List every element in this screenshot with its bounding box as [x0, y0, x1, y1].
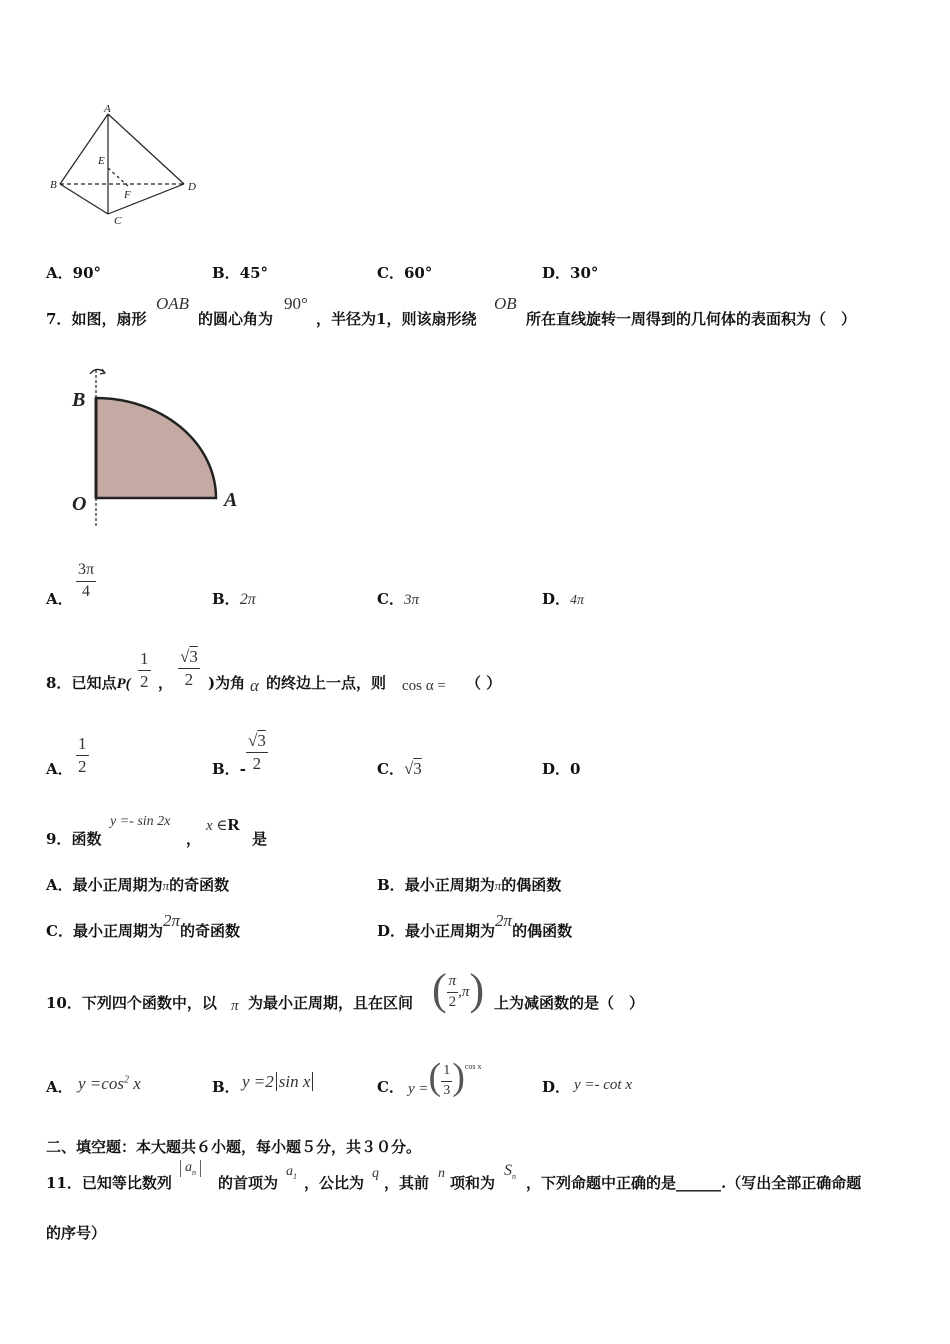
option-label: B．: [212, 760, 240, 778]
option-label: A．: [46, 1078, 73, 1096]
label-a: A: [104, 103, 111, 115]
edge-cd: [108, 184, 184, 214]
numerator: √3: [178, 648, 200, 669]
denominator: 2: [252, 753, 262, 773]
option-label: B．: [212, 590, 240, 608]
fraction: [441, 1064, 452, 1098]
q6-option-d[interactable]: [542, 262, 598, 283]
q10-option-a-math: [78, 1074, 141, 1094]
option-pre: 最小正周期为: [405, 922, 496, 940]
tetrahedron-figure: [46, 100, 216, 230]
q9-option-a[interactable]: [46, 874, 229, 895]
q7-text-1: 如图，扇形: [71, 310, 147, 328]
q10-option-d-math: y =- cot x: [574, 1077, 633, 1093]
denominator: 2: [448, 993, 457, 1010]
option-post: 的奇函数: [180, 922, 241, 940]
q10-pi: π: [231, 998, 239, 1014]
fraction: [447, 974, 459, 1011]
q11-text-7: .（写出全部正确命题: [721, 1174, 862, 1192]
fraction: [76, 562, 96, 601]
fraction: [246, 732, 268, 773]
q10-stem: [46, 992, 217, 1013]
math-sub: 1: [293, 1171, 297, 1181]
q8-stem: [46, 672, 131, 693]
right-paren: ): [452, 1056, 465, 1098]
q10-text-3: 上为减函数的是（ ）: [494, 994, 645, 1012]
option-label: C．: [377, 590, 404, 608]
option-sign: -: [239, 760, 246, 778]
denominator: 2: [78, 756, 87, 776]
q11-text-4: ，其前: [384, 1174, 430, 1192]
fraction: [138, 650, 151, 691]
right-paren: ): [469, 965, 485, 1014]
q9-domain: [206, 815, 240, 835]
q10-option-d[interactable]: [542, 1076, 570, 1097]
q9-text-1: 函数: [71, 830, 102, 848]
option-math: π: [494, 878, 502, 893]
option-text: 45°: [239, 264, 269, 282]
q10-option-b-math: [242, 1072, 313, 1092]
numerator: 3π: [76, 562, 96, 582]
left-paren: (: [432, 965, 447, 1014]
q11-text-2: 的首项为: [218, 1174, 279, 1192]
q8-frac-2: [178, 648, 200, 689]
q9-stem: [46, 828, 101, 849]
q8-option-a-frac: [76, 735, 89, 776]
option-math: 3π: [403, 592, 419, 608]
interval-rest: ,π: [458, 984, 470, 1000]
q10-text-1: 下列四个函数中，以: [81, 994, 217, 1012]
option-label: C．: [377, 264, 404, 282]
q11-a1: [286, 1164, 297, 1181]
q7-text-4: ，则该扇形绕: [386, 310, 477, 328]
option-label: A．: [46, 264, 73, 282]
q11-line-2: 的序号）: [46, 1224, 107, 1242]
q10-option-c-math: [408, 1046, 482, 1098]
math-sup: 2: [123, 1074, 129, 1086]
numerator: π: [447, 974, 459, 993]
option-label: D．: [542, 760, 571, 778]
math-a: y =cos: [78, 1074, 124, 1093]
label-c: C: [114, 215, 122, 227]
edge-ad: [108, 114, 184, 184]
option-label: C．: [377, 760, 404, 778]
label-o: O: [72, 493, 87, 515]
numerator: √3: [246, 732, 268, 753]
q7-math-90: 90°: [284, 294, 308, 313]
option-post: 的偶函数: [501, 876, 562, 894]
segment-ef: [108, 168, 128, 186]
math-a: y =: [408, 1081, 429, 1097]
q7-text-5: 所在直线旋转一周得到的几何体的表面积为（ ）: [526, 310, 857, 328]
math-a: a: [286, 1164, 293, 1179]
math-sub: n: [192, 1167, 196, 1177]
numerator: 1: [138, 650, 151, 671]
math-sub: n: [512, 1172, 516, 1182]
q10-number: 10．: [46, 994, 82, 1012]
q11-sn: [504, 1162, 516, 1181]
option-label: C．: [46, 922, 73, 940]
q8-text-1: 已知点: [71, 674, 117, 692]
label-f: F: [124, 189, 131, 201]
q6-option-a[interactable]: [46, 262, 101, 283]
option-text: 0: [570, 760, 581, 778]
numerator: 1: [76, 735, 89, 756]
denominator: 4: [82, 582, 91, 600]
option-label: B．: [377, 876, 405, 894]
q11-text-3: ，公比为: [304, 1174, 365, 1192]
denominator: 2: [184, 669, 194, 689]
q7-math-ob: OB: [494, 294, 517, 313]
q7-option-d[interactable]: [542, 588, 584, 609]
option-label: B．: [212, 264, 240, 282]
math-b: x: [128, 1074, 141, 1093]
q7-text-3: [316, 308, 476, 329]
q7-option-a[interactable]: [46, 588, 73, 609]
option-pre: 最小正周期为: [72, 876, 163, 894]
option-label: A．: [46, 876, 73, 894]
q10-option-a[interactable]: [46, 1076, 73, 1097]
q9-option-d[interactable]: [377, 911, 573, 941]
sector-figure: [66, 360, 256, 535]
q10-option-b[interactable]: [212, 1076, 240, 1097]
q11-text-5: 项和为: [450, 1174, 496, 1192]
q8-option-b[interactable]: [212, 758, 246, 779]
q9-function: y =- sin 2x: [110, 814, 171, 829]
option-text: 60°: [403, 264, 433, 282]
q11-number: 11．: [46, 1174, 82, 1192]
q11-n: n: [438, 1166, 445, 1181]
option-label: A．: [46, 760, 73, 778]
q8-text-3: 的终边上一点，则: [266, 674, 387, 692]
option-math: 2π: [239, 591, 256, 608]
option-pre: 最小正周期为: [72, 922, 163, 940]
option-pre: 最小正周期为: [404, 876, 495, 894]
option-math: π: [162, 878, 170, 893]
option-label: D．: [542, 590, 571, 608]
q7-stem: [46, 308, 146, 329]
q8-alpha: α: [250, 676, 259, 695]
q11-text-1: 已知等比数列: [81, 1174, 172, 1192]
q8-frac-1: [138, 650, 151, 691]
q7-radius: 1: [376, 310, 387, 328]
q11-stem: [46, 1172, 172, 1193]
left-paren: (: [428, 1056, 442, 1098]
sqrt-radicand: 3: [257, 731, 266, 750]
label-d: D: [188, 181, 196, 193]
q9-option-c[interactable]: [46, 911, 241, 941]
q8-comma: ，: [158, 674, 174, 692]
label-b: B: [50, 179, 57, 191]
option-post: 的偶函数: [512, 922, 573, 940]
label-b: B: [72, 389, 86, 411]
q8-text-4: （ ）: [466, 674, 502, 692]
q6-option-c[interactable]: [377, 262, 432, 283]
option-label: D．: [542, 1078, 571, 1096]
q7-math-oab: OAB: [156, 294, 190, 313]
math-sup: cos x: [464, 1062, 482, 1071]
q9-comma: ，: [186, 830, 202, 848]
option-label: A．: [46, 590, 73, 608]
q6-option-b[interactable]: [212, 262, 268, 283]
math-s: S: [504, 1162, 512, 1179]
q10-interval: [432, 965, 485, 1018]
fraction: [178, 648, 200, 689]
option-math: √3: [403, 759, 422, 778]
numerator: 1: [441, 1064, 452, 1082]
denominator: 2: [140, 671, 149, 691]
q8-expr: cos α =: [402, 678, 446, 694]
sector-shape: [96, 398, 216, 498]
q11-text-6: [526, 1172, 861, 1193]
edge-ab: [60, 114, 108, 184]
q7-text-3a: ，半径为: [316, 310, 377, 328]
option-post: 的奇函数: [169, 876, 230, 894]
label-a: A: [224, 489, 238, 511]
option-math: 4π: [570, 593, 585, 608]
option-text: 90°: [72, 264, 102, 282]
fraction: [76, 735, 89, 776]
q8-option-d[interactable]: [542, 758, 580, 779]
option-label: B．: [212, 1078, 240, 1096]
q9-option-b[interactable]: [377, 874, 561, 895]
q10-text-2: 为最小正周期，且在区间: [248, 994, 414, 1012]
option-label: D．: [542, 264, 571, 282]
option-math: 2π: [495, 911, 513, 930]
sqrt-radicand: 3: [413, 759, 422, 778]
q10-option-c[interactable]: [377, 1076, 404, 1097]
q11-sequence: [180, 1160, 201, 1177]
math-a: y =2: [242, 1072, 274, 1091]
q7-number: 7．: [46, 310, 72, 328]
edge-bc: [60, 184, 108, 214]
q9-domain-x: x ∈: [206, 818, 228, 834]
q8-point: P(: [116, 676, 131, 692]
q8-option-a[interactable]: [46, 758, 73, 779]
q11-q: q: [372, 1166, 379, 1181]
option-label: D．: [377, 922, 406, 940]
q8-option-b-frac: [246, 732, 268, 773]
q9-domain-r: R: [227, 815, 240, 834]
q8-number: 8．: [46, 674, 72, 692]
q11-text-6a: ，下列命题中正确的是: [526, 1174, 677, 1192]
q7-text-2: 的圆心角为: [198, 310, 274, 328]
math-a: a: [185, 1160, 192, 1175]
q8-text-2: )为角: [208, 674, 246, 692]
option-text: 30°: [570, 264, 599, 282]
q7-option-c[interactable]: [377, 588, 419, 609]
q9-text-2: 是: [252, 830, 268, 848]
option-math: 2π: [162, 911, 180, 930]
q8-option-c[interactable]: [377, 758, 422, 779]
section-heading: 二、填空题：本大题共６小题，每小题５分，共３０分。: [46, 1138, 422, 1156]
sqrt-radicand: 3: [189, 647, 198, 666]
q7-option-a-frac: [76, 562, 96, 601]
denominator: 3: [443, 1082, 451, 1098]
q9-number: 9．: [46, 830, 72, 848]
math-abs: sin x: [276, 1072, 314, 1091]
q7-option-b[interactable]: [212, 588, 256, 609]
option-label: C．: [377, 1078, 404, 1096]
answer-blank[interactable]: ______: [676, 1174, 722, 1192]
label-e: E: [98, 155, 105, 167]
